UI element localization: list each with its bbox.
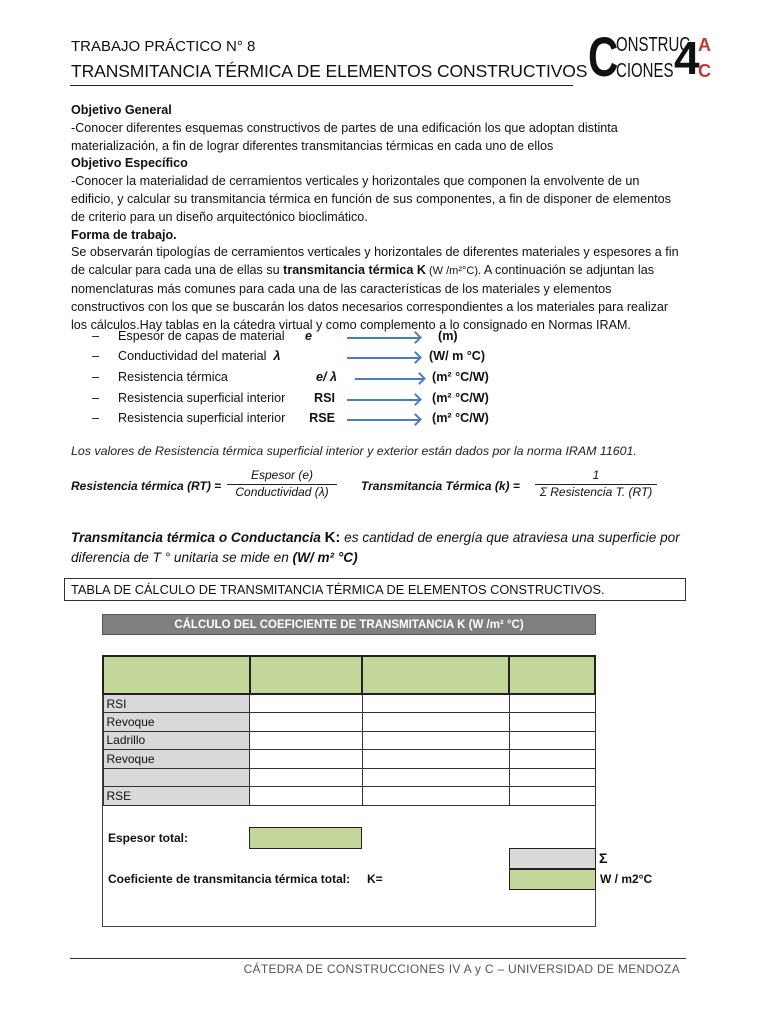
rt-fraction: Espesor (e) Conductividad (λ) <box>227 468 337 499</box>
objetivo-general-heading: Objetivo General <box>71 103 172 117</box>
k-equals-label: K= <box>367 872 383 886</box>
objetivo-especifico-heading: Objetivo Específico <box>71 156 188 171</box>
table-row: Revoque <box>103 750 595 769</box>
arrow-icon <box>355 378 423 380</box>
k-unit-label: W / m2°C <box>600 872 653 886</box>
arrow-icon <box>347 337 419 339</box>
footer-text: CÁTEDRA DE CONSTRUCCIONES IV A y C – UNIVERSIDAD DE MENDOZA <box>243 962 680 976</box>
table-row: Ladrillo <box>103 731 595 750</box>
iram-note: Los valores de Resistencia térmica superficial interior y exterior están dados por la norma IRAM 11601. <box>71 444 637 458</box>
footer-divider <box>70 958 686 959</box>
sigma-label: Σ <box>599 850 608 866</box>
logo: C ONSTRUC CIONES 4 A C <box>588 25 711 88</box>
objetivo-especifico-text: -Conocer la materialidad de cerramientos verticales y horizontales que componen la envolvente de un edificio, y calcular su transmitancia térmica en función de sus componentes, a fin de disponer de elementos de criterio para un diseño arquitectónico bioclimático. <box>71 174 671 224</box>
sum-field[interactable] <box>509 848 596 869</box>
objetivo-general-text: -Conocer diferentes esquemas constructivos de partes de una edificación los que adoptan distinta materialización, a fin de lograr diferentes transmitancias térmicas en cada uno de ellos <box>71 120 618 153</box>
rt-formula-label: Resistencia térmica (RT) = <box>71 479 222 493</box>
doc-subtitle: TRABAJO PRÁCTICO N° 8 <box>71 38 256 55</box>
espesor-total-label: Espesor total: <box>108 831 189 845</box>
espesor-total-field[interactable] <box>249 827 362 849</box>
table-row: RSI <box>103 694 595 713</box>
arrow-icon <box>347 357 419 359</box>
coef-label: Coeficiente de transmitancia térmica total: <box>108 872 351 886</box>
table-row: RSE <box>103 787 595 806</box>
definition: Transmitancia térmica o Conductancia K: es cantidad de energía que atraviesa una superficie por diferencia de T ° unitaria se mide en (W/ m² °C) <box>71 529 680 565</box>
body-text <box>71 102 681 334</box>
table-title-bar: CÁLCULO DEL COEFICIENTE DE TRANSMITANCIA K (W /m² °C) <box>102 614 596 635</box>
table-row <box>103 768 595 787</box>
table-section-title: TABLA DE CÁLCULO DE TRANSMITANCIA TÉRMICA DE ELEMENTOS CONSTRUCTIVOS. <box>64 578 686 601</box>
k-fraction: 1 Σ Resistencia T. (RT) <box>535 468 657 499</box>
arrow-icon <box>347 399 419 401</box>
k-formula-label: Transmitancia Térmica (k) = <box>361 479 520 493</box>
forma-trabajo-heading: Forma de trabajo. <box>71 227 177 242</box>
doc-title: TRANSMITANCIA TÉRMICA DE ELEMENTOS CONSTRUCTIVOS <box>71 61 588 81</box>
arrow-icon <box>347 419 419 421</box>
forma-trabajo-text: Se observarán tipologías de cerramientos verticales y horizontales de diferentes materiales y espesores a fin de calcular para cada una de ellas su transmitancia térmica K (W /m²°C). A continuación se adjuntan las nomenclaturas más comunes para cada una de las características de los materiales y elementos constructivos con los que se buscarán los datos necesarios correspondientes a los materiales para realizar los cálculos.Hay tablas en la cátedra virtual y como complemento a lo consignado en Normas IRAM. <box>71 245 679 332</box>
table-row: Revoque <box>103 713 595 732</box>
k-field[interactable] <box>509 869 596 890</box>
calc-table <box>102 655 596 806</box>
header-divider <box>70 85 573 86</box>
